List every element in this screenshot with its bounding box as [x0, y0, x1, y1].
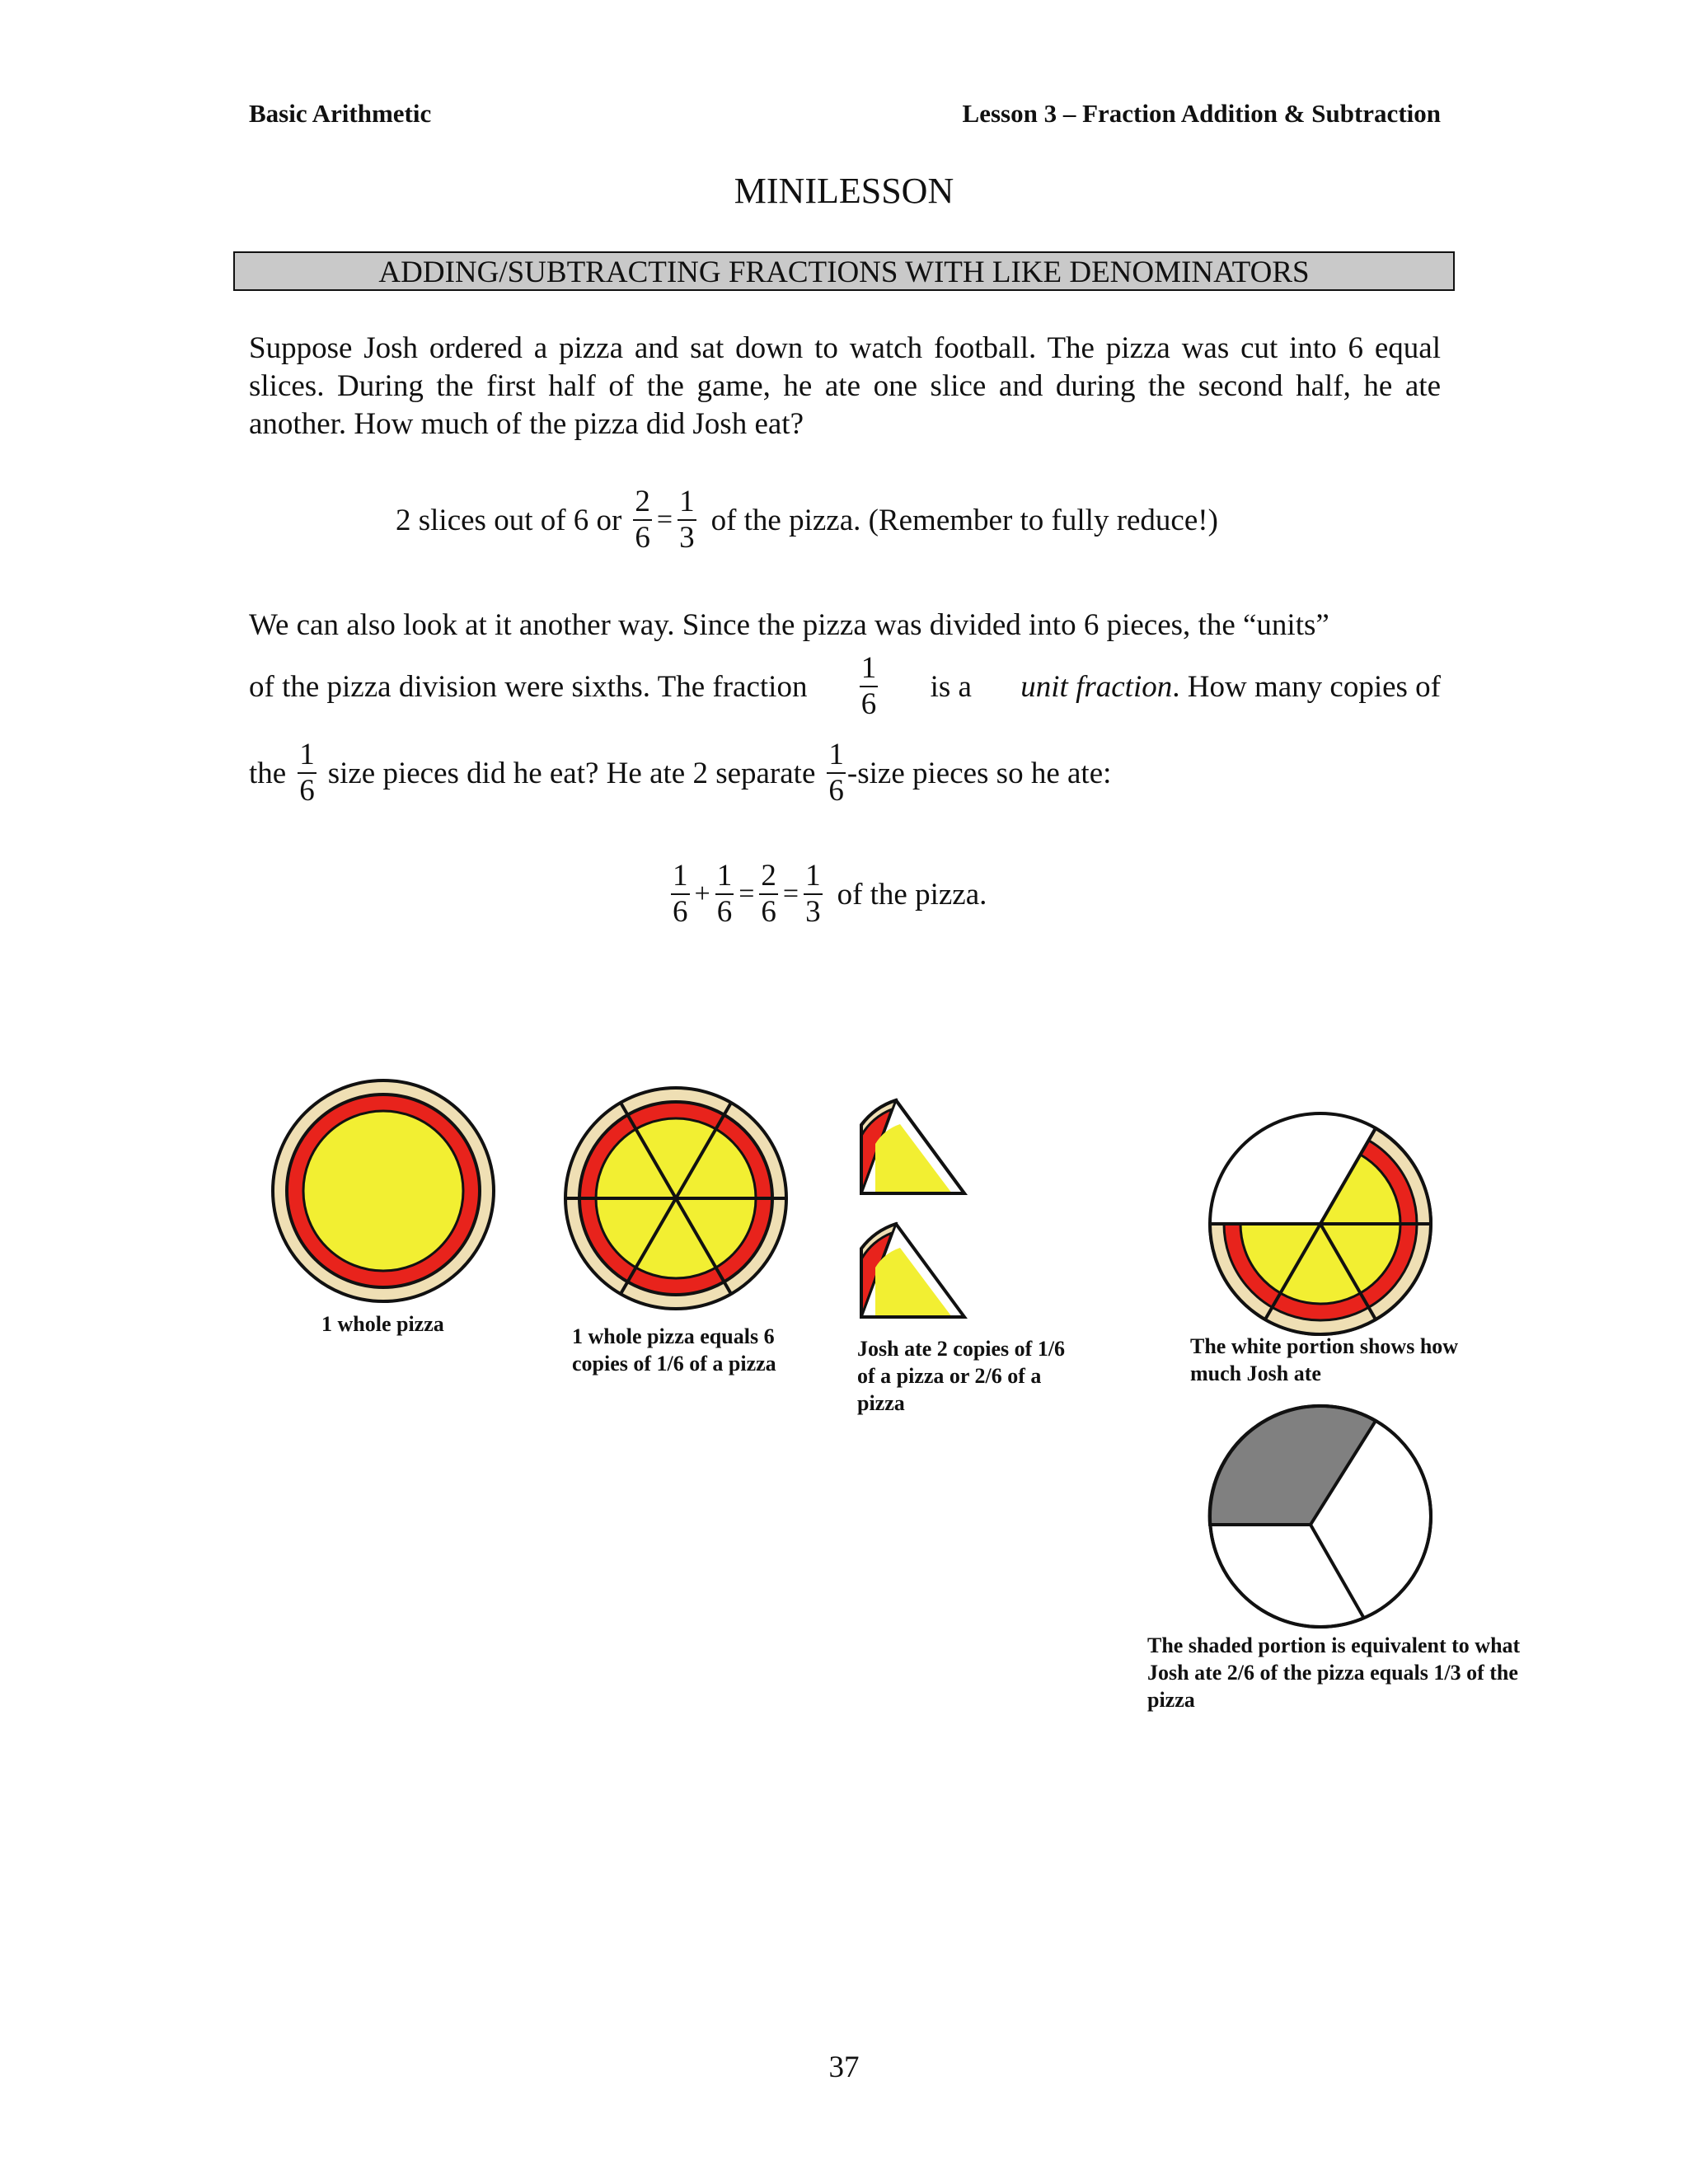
equals-sign: =	[782, 879, 799, 909]
fraction-one-third: $\frac{1}{3}$	[805, 859, 821, 929]
equation-suffix: of the pizza.	[837, 877, 987, 912]
fraction-one-sixth: $\frac{1}{6}$	[828, 738, 844, 808]
paragraph2-text: unit fraction. How many copies of	[1020, 669, 1441, 704]
whole-pizza-illustration	[268, 1076, 499, 1306]
fraction-one-sixth: $\frac{1}{6}$	[673, 859, 688, 929]
equals-sign: =	[738, 879, 755, 909]
fraction-one-sixth: $\frac{1}{6}$	[716, 859, 733, 929]
paragraph2-text: -size pieces so he ate:	[846, 756, 1112, 790]
plus-sign: +	[694, 879, 710, 909]
equation-suffix: of the pizza. (Remember to fully reduce!)	[710, 503, 1218, 537]
pizza-with-eaten-portion-illustration	[1205, 1108, 1436, 1339]
thirds-circle-illustration	[1205, 1401, 1436, 1632]
equation-sum-of-sixths	[668, 859, 987, 930]
pizza-slice-illustration	[857, 1218, 973, 1321]
paragraph2-text: is a	[930, 669, 972, 704]
fraction-one-sixth: $\frac{1}{6}$	[860, 651, 877, 721]
intro-paragraph: Suppose Josh ordered a pizza and sat down to watch football. The pizza was cut into 6 equal slices. During the first half of the game, he ate one slice and during the second half, he ate another. How much of the pizza did Josh eat?	[249, 331, 1441, 441]
paragraph2-text: of the pizza division were sixths. The fraction	[249, 669, 808, 704]
section-banner: ADDING/SUBTRACTING FRACTIONS WITH LIKE DENOMINATORS	[233, 251, 1455, 291]
header-course-title: Basic Arithmetic	[249, 99, 432, 128]
sliced-pizza-illustration	[560, 1083, 791, 1314]
caption-whole-pizza: 1 whole pizza	[321, 1312, 444, 1336]
paragraph2-line3	[249, 738, 1111, 808]
page-number: 37	[828, 2050, 860, 2084]
unit-fraction-term: unit fraction	[1020, 669, 1173, 704]
caption-white-portion: The white portion shows how much Josh ate	[1190, 1334, 1459, 1385]
caption-ate-two: Josh ate 2 copies of 1/6 of a pizza or 2/6 of a pizza	[857, 1337, 1066, 1415]
fraction-one-sixth: $\frac{1}{6}$	[299, 738, 315, 808]
paragraph2-text: the	[249, 756, 287, 790]
header-lesson-title: Lesson 3 – Fraction Addition & Subtraction	[962, 99, 1441, 128]
paragraph2-line2	[249, 651, 1441, 722]
equation-prefix: 2 slices out of 6 or	[396, 503, 622, 537]
fraction-one-third: $\frac{1}{3}$	[679, 485, 695, 555]
pizza-slice-illustration	[857, 1094, 973, 1197]
equals-sign: =	[656, 504, 673, 535]
fraction-two-sixths: $\frac{2}{6}$	[635, 485, 650, 555]
page-title: MINILESSON	[734, 171, 954, 211]
fraction-two-sixths: $\frac{2}{6}$	[761, 859, 776, 929]
caption-six-copies: 1 whole pizza equals 6 copies of 1/6 of a pizza	[572, 1324, 776, 1376]
paragraph2-line1: We can also look at it another way. Since the pizza was divided into 6 pieces, the “units”	[249, 608, 1329, 642]
caption-shaded-portion: The shaded portion is equivalent to what Josh ate 2/6 of the pizza equals 1/3 of the pizza	[1147, 1633, 1521, 1712]
paragraph2-text: size pieces did he eat? He ate 2 separate	[327, 756, 816, 790]
equation-two-sixths	[396, 485, 1218, 555]
